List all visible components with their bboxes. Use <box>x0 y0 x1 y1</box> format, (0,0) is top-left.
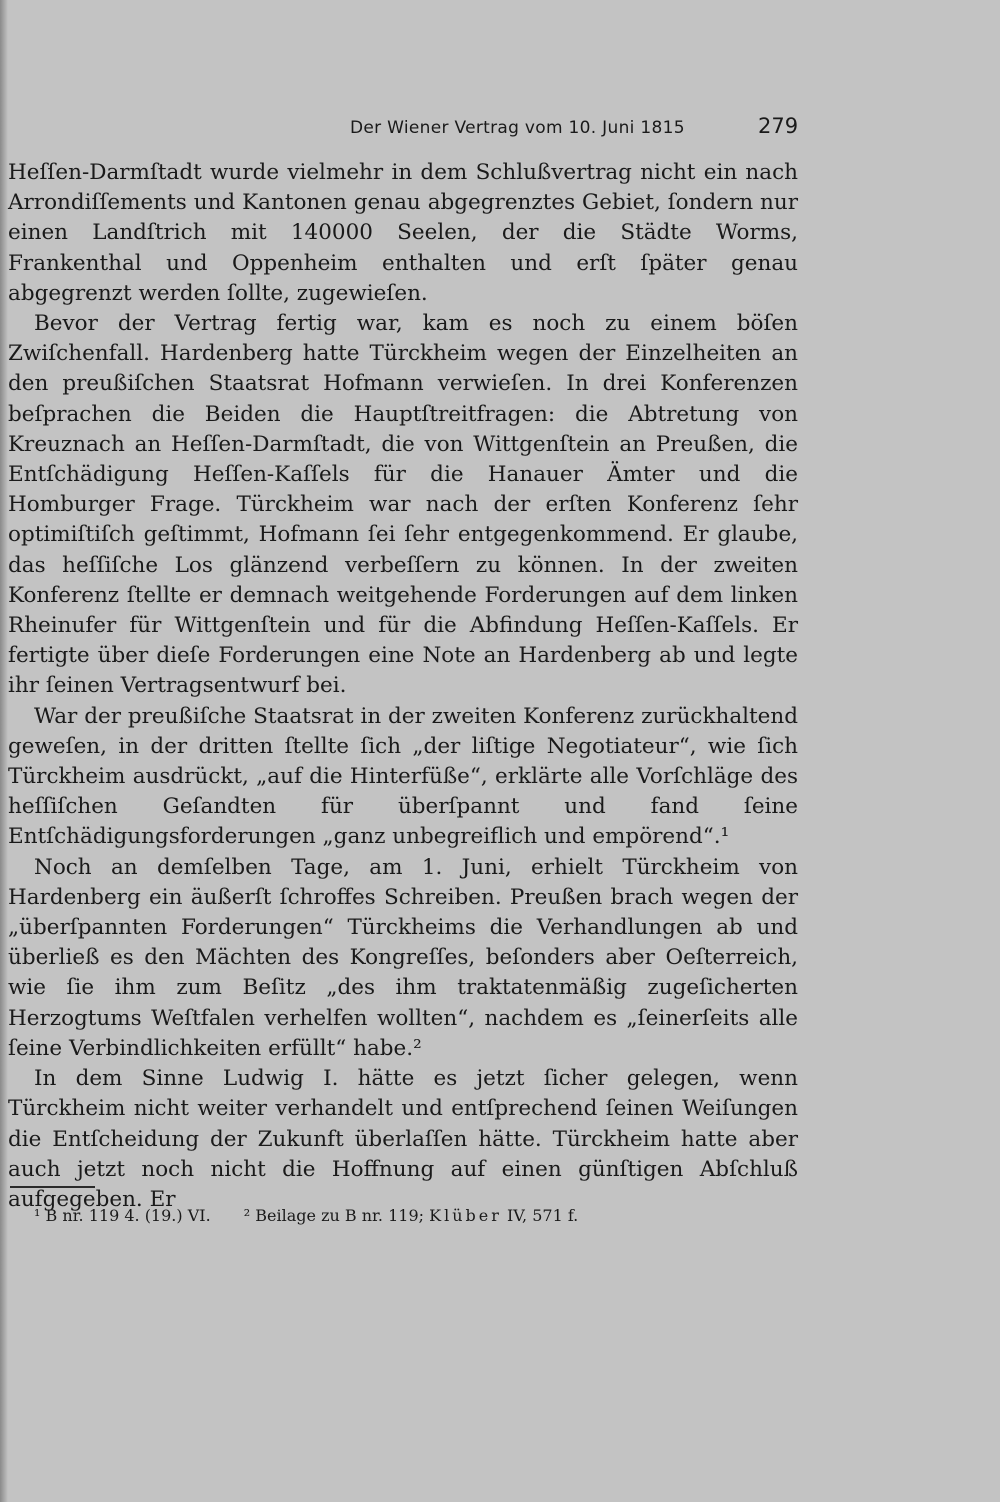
footnote-1: ¹ B nr. 119 4. (19.) VI. <box>34 1206 211 1225</box>
page-edge-shadow <box>0 0 8 1502</box>
body-text <box>8 158 798 1215</box>
page-number: 279 <box>758 114 799 138</box>
paragraph-4: Noch an demſelben Tage, am 1. Juni, erhielt Türckheim von Hardenberg ein äußerſt ſchroffes Schreiben. Preußen brach wegen der „überſpannten Forderungen“ Türckheims die Verhandlungen ab und überließ es den Mächten des Kongreſſes, beſonders aber Oeſterreich, wie ſie ihm zum Beſitz „des ihm traktatenmäßig zugeſicherten Herzogtums Weſtfalen verhelfen wollten“, nachdem es „ſeinerſeits alle ſeine Verbindlichkeiten erfüllt“ habe.² <box>8 854 798 1061</box>
page-header <box>0 112 1000 142</box>
footnote-2-author: Klüber <box>429 1206 502 1225</box>
footnote-2-source: ² Beilage zu B nr. 119; <box>243 1206 425 1225</box>
footnote-2-reference: IV, 571 f. <box>506 1206 579 1225</box>
footnote-divider <box>10 1186 95 1188</box>
paragraph-2: Bevor der Vertrag fertig war, kam es noch zu einem böſen Zwiſchenfall. Hardenberg hatte Türckheim wegen der Einzelheiten an den preußiſchen Staatsrat Hofmann verwieſen. In drei Konferenzen beſprachen die Beiden die Hauptſtreitfragen: die Abtretung von Kreuznach an Heſſen-Darmſtadt, die von Wittgenſtein an Preußen, die Entſchädigung Heſſen-Kaſſels für die Hanauer Ämter und die Homburger Frage. Türckheim war nach der erſten Konferenz ſehr optimiſtiſch geſtimmt, Hofmann ſei ſehr entgegenkommend. Er glaube, das heſſiſche Los glänzend verbeſſern zu können. In der zweiten Konferenz ſtellte er demnach weitgehende Forderungen auf dem linken Rheinufer für Wittgenſtein und für die Abfindung Heſſen-Kaſſels. Er fertigte über dieſe Forderungen eine Note an Hardenberg ab und legte ihr ſeinen Vertragsentwurf bei. <box>8 311 798 699</box>
footnotes <box>34 1206 578 1225</box>
running-title: Der Wiener Vertrag vom 10. Juni 1815 <box>350 118 685 138</box>
paragraph-3: War der preußiſche Staatsrat in der zweiten Konferenz zurückhaltend geweſen, in der dritten ſtellte ſich „der liſtige Negotiateur“, wie ſich Türckheim ausdrückt, „auf die Hinterfüße“, erklärte alle Vorſchläge des heſſiſchen Geſandten für überſpannt und fand ſeine Entſchädigungsforderungen „ganz unbegreiflich und empörend“.¹ <box>8 703 798 850</box>
footnote-2 <box>244 1206 579 1225</box>
paragraph-5: In dem Sinne Ludwig I. hätte es jetzt ſicher gelegen, wenn Türckheim nicht weiter verhandelt und entſprechend ſeinen Weiſungen die Entſcheidung der Zukunft überlaſſen hätte. Türckheim hatte aber auch jetzt noch nicht die Hoffnung auf einen günſtigen Abſchluß aufgegeben. Er <box>8 1066 798 1212</box>
paragraph-1: Heſſen-Darmſtadt wurde vielmehr in dem Schlußvertrag nicht ein nach Arrondiſſements und Kantonen genau abgegrenztes Gebiet, ſondern nur einen Landſtrich mit 140000 Seelen, der die Städte Worms, Frankenthal und Oppenheim enthalten und erſt ſpäter genau abgegrenzt werden ſollte, zugewieſen. <box>8 160 798 306</box>
